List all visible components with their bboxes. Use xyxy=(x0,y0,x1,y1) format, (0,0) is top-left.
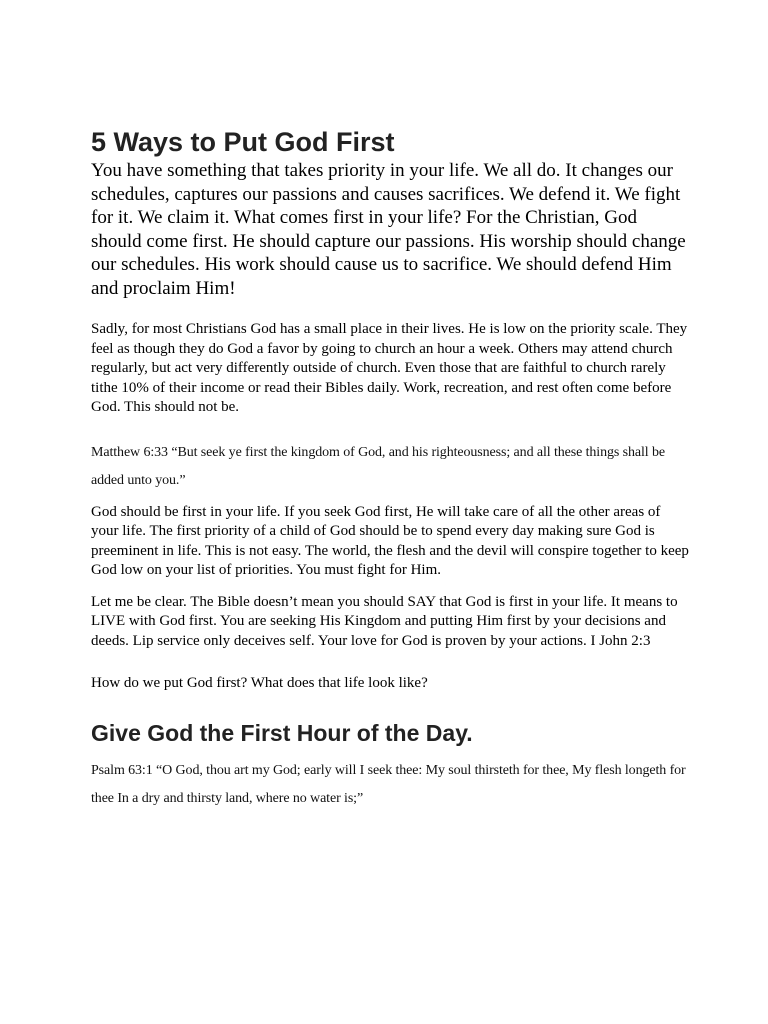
paragraph-priority-scale: Sadly, for most Christians God has a small place in their lives. He is low on the priority scale. They feel as though they do God a favor by going to church an hour a week. Others may attend church regularly, but act very differently outside of church. Even those that are faithful to church rarely tithe 10% of their income or read their Bibles daily. Work, recreation, and rest often come before God. This should not be. xyxy=(91,321,688,415)
paragraph-god-first: God should be first in your life. If you seek God first, He will take care of all the other areas of your life. The first priority of a child of God should be to spend every day making sure God is preeminent in life. This is not easy. The world, the flesh and the devil will conspire together to keep God low on your list of priorities. You must fight for Him. xyxy=(91,503,689,578)
section-heading: Give God the First Hour of the Day. xyxy=(91,719,473,746)
paragraph-question: How do we put God first? What does that life look like? xyxy=(91,675,428,691)
verse-matthew: Matthew 6:33 “But seek ye first the kingdom of God, and his righteousness; and all these things shall be added unto you.” xyxy=(91,444,666,488)
paragraph-be-clear: Let me be clear. The Bible doesn’t mean you should SAY that God is first in your life. It means to LIVE with God first. You are seeking His Kingdom and putting Him first by your decisions and deeds. Lip service only deceives self. Your love for God is proven by your actions. I John 2:3 xyxy=(91,593,678,649)
verse-psalm: Psalm 63:1 “O God, thou art my God; early will I seek thee: My soul thirsteth for thee, My flesh longeth for thee In a dry and thirsty land, where no water is;” xyxy=(91,762,686,806)
article-content xyxy=(91,126,691,813)
intro-paragraph: You have something that takes priority in your life. We all do. It changes our schedules, captures our passions and causes sacrifices. We defend it. We fight for it. We claim it. What comes first in your life? For the Christian, God should come first. He should capture our passions. His worship should change our schedules. His work should cause us to sacrifice. We should defend Him and proclaim Him! xyxy=(91,160,686,299)
page-title: 5 Ways to Put God First xyxy=(91,127,395,157)
